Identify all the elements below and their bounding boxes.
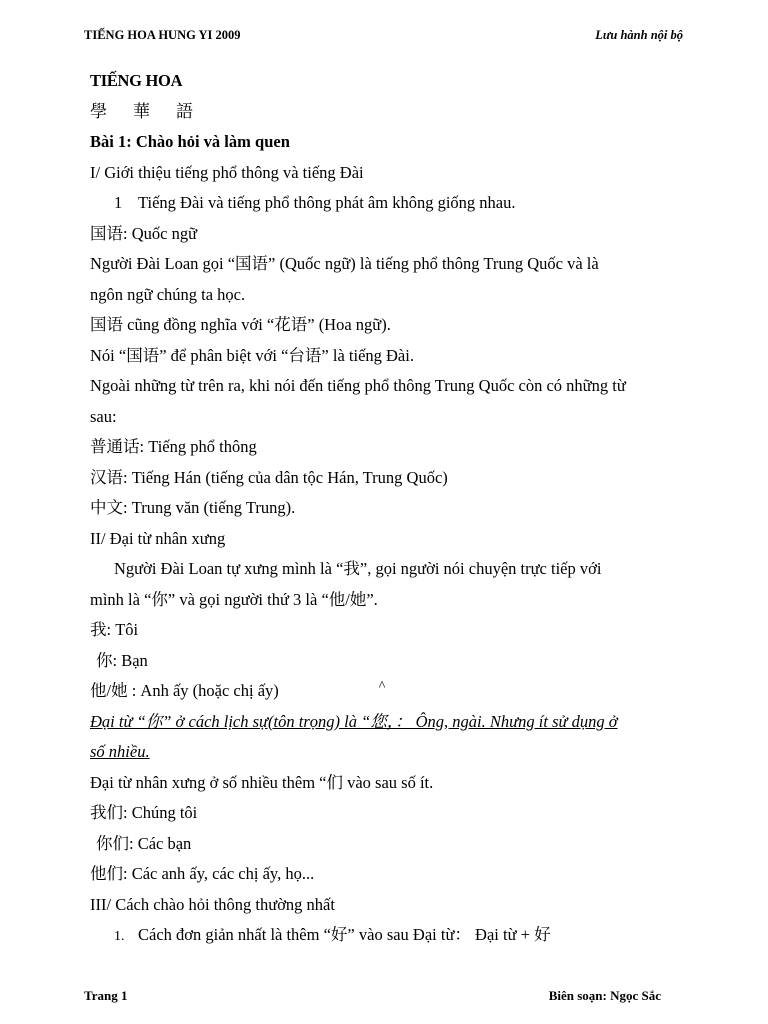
pronoun-women: 我们: Chúng tôi — [90, 803, 198, 822]
item-number: 1. — [114, 929, 125, 944]
pronoun-ta: 他/她 : Anh ấy (hoặc chị ấy) — [90, 681, 279, 700]
paragraph-3-line-2: mình là “你” và gọi người thứ 3 là “他/她”. — [90, 589, 378, 609]
chinese-title-char: 華 — [133, 101, 150, 121]
paragraph-2-line-2: sau: — [90, 406, 117, 426]
pronoun-tamen: 他们: Các anh ấy, các chị ấy, họ... — [90, 864, 315, 883]
document-body — [90, 66, 690, 951]
pronoun-ni: 你: Bạn — [96, 650, 148, 670]
chinese-title — [90, 97, 690, 128]
term-hanyu: 汉语: Tiếng Hán (tiếng của dân tộc Hán, Trung Quốc) — [90, 467, 448, 487]
item-text: Tiếng Đài và tiếng phổ thông phát âm không giống nhau. — [138, 193, 516, 212]
pronoun-nimen: 你们: Các bạn — [96, 833, 192, 853]
item-text: Cách đơn giản nhất là thêm “好” vào sau Đại từ： Đại từ + 好 — [138, 925, 551, 944]
section-heading-2: II/ Đại từ nhân xưng — [90, 528, 226, 548]
footer-author: Biên soạn: Ngọc Sắc — [548, 988, 661, 1003]
term-zhongwen: 中文: Trung văn (tiếng Trung). — [90, 498, 296, 517]
header-title: TIẾNG HOA HUNG YI 2009 — [84, 28, 241, 42]
footer-page-number: Trang 1 — [84, 988, 128, 1003]
paragraph-3-line-1: Người Đài Loan tự xưng mình là “我”, gọi người nói chuyện trực tiếp với — [114, 559, 602, 578]
pronoun-wo: 我: Tôi — [90, 620, 139, 639]
chinese-title-char: 學 — [90, 101, 107, 121]
section-heading-1: I/ Giới thiệu tiếng phổ thông và tiếng Đài — [90, 162, 364, 182]
paragraph-1-line-1: Người Đài Loan gọi “国语” (Quốc ngữ) là tiếng phổ thông Trung Quốc và là — [90, 254, 599, 273]
numbered-item-1 — [90, 188, 690, 219]
term-guoyu: 国语: Quốc ngữ — [90, 223, 198, 243]
term-huayu: 国语 cũng đồng nghĩa với “花语” (Hoa ngữ). — [90, 315, 391, 334]
lesson-heading: Bài 1: Chào hỏi và làm quen — [90, 132, 290, 151]
term-putonghua: 普通话: Tiếng phổ thông — [90, 437, 257, 456]
numbered-item-2 — [90, 920, 690, 951]
header-note: Lưu hành nội bộ — [595, 28, 683, 42]
item-number: 1 — [114, 193, 123, 212]
chinese-title-char: 語 — [176, 101, 193, 121]
pronoun-ta-row — [90, 676, 690, 707]
polite-note-line-2: số nhiều. — [90, 742, 150, 761]
term-taiyu: Nói “国语” để phân biệt với “台语” là tiếng Đài. — [90, 345, 414, 365]
polite-note-line-1: Đại từ “你” ở cách lịch sự(tôn trọng) là “您，： Ông, ngài. Nhưng ít sử dụng ở — [90, 711, 618, 731]
doc-title: TIẾNG HOA — [90, 71, 183, 90]
paragraph-1-line-2: ngôn ngữ chúng ta học. — [90, 284, 246, 304]
section-heading-3: III/ Cách chào hỏi thông thường nhất — [90, 894, 335, 914]
paragraph-2-line-1: Ngoài những từ trên ra, khi nói đến tiếng phổ thông Trung Quốc còn có những từ — [90, 376, 626, 395]
caret-mark: ^ — [378, 679, 386, 694]
plural-note: Đại từ nhân xưng ở số nhiều thêm “们 vào sau số ít. — [90, 772, 434, 792]
